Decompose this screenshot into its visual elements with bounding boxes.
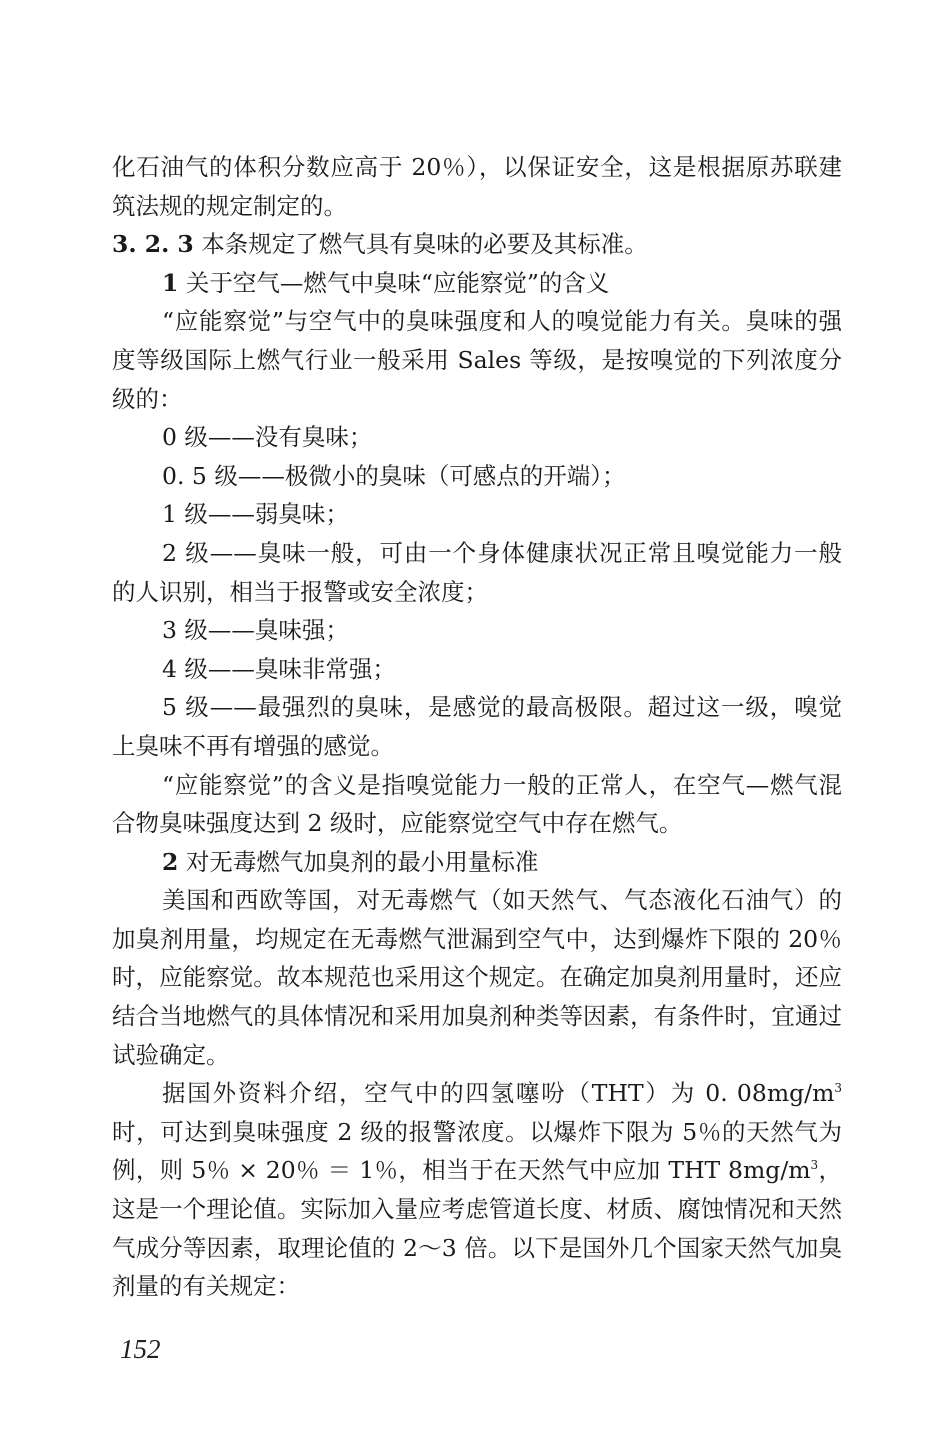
superscript: 3: [834, 1081, 842, 1096]
paragraph: [112, 881, 842, 1074]
grade-text: 4 级——臭味非常强；: [162, 654, 396, 683]
subsection-number: 1: [162, 268, 179, 297]
clause-heading: [112, 225, 842, 264]
paragraph: [112, 148, 842, 225]
paragraph: [112, 1074, 842, 1306]
subsection-number: 2: [162, 847, 179, 876]
paragraph: [112, 302, 842, 418]
subsection-text: 对无毒燃气加臭剂的最小用量标准: [178, 847, 539, 876]
grade-text: 2 级——臭味一般，可由一个身体健康状况正常且嗅觉能力一般的人识别，相当于报警或安全浓度；: [112, 538, 842, 606]
list-item: [112, 650, 842, 689]
subsection-heading: [112, 264, 842, 303]
grade-text: 5 级——最强烈的臭味，是感觉的最高极限。超过这一级，嗅觉上臭味不再有增强的感觉。: [112, 693, 842, 760]
list-item: [112, 611, 842, 650]
list-item: [112, 418, 842, 457]
grade-text: 0. 5 级——极微小的臭味（可感点的开端）；: [162, 461, 626, 490]
clause-text: 本条规定了燃气具有臭味的必要及其标准。: [193, 230, 648, 259]
paragraph-text: ，这是一个理论值。实际加入量应考虑管道长度、材质、腐蚀情况和天然气成分等因素，取理论值的 2～3 倍。以下是国外几个国家天然气加臭剂量的有关规定：: [112, 1156, 843, 1301]
list-item: [112, 688, 842, 765]
paragraph: [112, 766, 842, 843]
list-item: [112, 457, 842, 496]
grade-text: 0 级——没有臭味；: [162, 423, 373, 452]
paragraph-text: 据国外资料介绍，空气中的四氢噻吩（THT）为 0. 08mg/m: [162, 1079, 835, 1108]
document-body: [112, 148, 842, 1306]
clause-number: 3. 2. 3: [112, 230, 194, 259]
superscript: 3: [810, 1158, 819, 1173]
subsection-heading: [112, 843, 842, 882]
paragraph-text: 时，可达到臭味强度 2 级的报警浓度。以爆炸下限为 5％的天然气为例，则 5％ × 20％ ＝ 1％，相当于在天然气中应加 THT 8mg/m: [112, 1117, 842, 1185]
paragraph-text: 化石油气的体积分数应高于 20％），以保证安全，这是根据原苏联建筑法规的规定制定的。: [112, 153, 842, 220]
list-item: [112, 495, 842, 534]
page-number: 152: [120, 1334, 161, 1364]
list-item: [112, 534, 842, 611]
paragraph-text: 美国和西欧等国，对无毒燃气（如天然气、气态液化石油气）的加臭剂用量，均规定在无毒燃气泄漏到空气中，达到爆炸下限的 20％时，应能察觉。故本规范也采用这个规定。在确定加臭剂用量时，还应结合当地燃气的具体情况和采用加臭剂种类等因素，有条件时，宜通过试验确定。: [112, 886, 842, 1069]
grade-text: 1 级——弱臭味；: [162, 500, 349, 529]
grade-text: 3 级——臭味强；: [162, 616, 349, 645]
paragraph-text: “应能察觉”与空气中的臭味强度和人的嗅觉能力有关。臭味的强度等级国际上燃气行业一般采用 Sales 等级，是按嗅觉的下列浓度分级的：: [112, 307, 842, 413]
subsection-text: 关于空气—燃气中臭味“应能察觉”的含义: [178, 268, 610, 297]
paragraph-text: “应能察觉”的含义是指嗅觉能力一般的正常人，在空气—燃气混合物臭味强度达到 2 级时，应能察觉空气中存在燃气。: [112, 770, 842, 838]
